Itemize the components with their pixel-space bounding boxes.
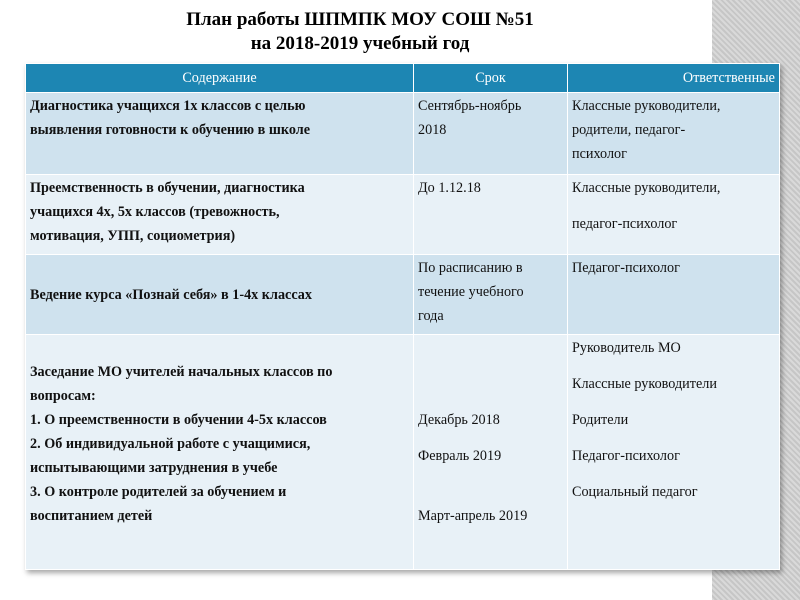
cell-line: течение учебного <box>418 284 524 300</box>
cell-responsible <box>568 335 780 570</box>
cell-line: Классные руководители, <box>572 180 721 196</box>
cell-term <box>414 335 568 570</box>
plan-table <box>25 63 780 570</box>
cell-line: Декабрь 2018 <box>418 412 500 428</box>
table-row <box>26 93 780 175</box>
title-line-1: План работы ШПМПК МОУ СОШ №51 <box>186 9 534 30</box>
cell-responsible <box>568 175 780 255</box>
cell-line: Педагог-психолог <box>572 260 680 276</box>
cell-line: воспитанием детей <box>30 508 153 524</box>
cell-line: психолог <box>572 146 627 162</box>
cell-line: Педагог-психолог <box>572 448 680 464</box>
cell-responsible <box>568 255 780 335</box>
cell-line: Диагностика учащихся 1х классов с целью <box>30 98 306 114</box>
column-header-content: Содержание <box>26 64 414 93</box>
cell-line: 1. О преемственности в обучении 4-5х классов <box>30 412 327 428</box>
cell-term <box>414 255 568 335</box>
cell-line: До 1.12.18 <box>418 180 481 196</box>
cell-content <box>26 93 414 175</box>
cell-responsible <box>568 93 780 175</box>
cell-line: Классные руководители, <box>572 98 721 114</box>
cell-line: Социальный педагог <box>572 484 698 500</box>
title-line-2: на 2018-2019 учебный год <box>250 33 470 54</box>
table-row <box>26 335 780 570</box>
column-header-term: Срок <box>414 64 568 93</box>
cell-content <box>26 335 414 570</box>
cell-line: По расписанию в <box>418 260 523 276</box>
cell-line: 2018 <box>418 122 447 138</box>
cell-line: года <box>418 308 444 324</box>
cell-line: Преемственность в обучении, диагностика <box>30 180 305 196</box>
cell-line: мотивация, УПП, социометрия) <box>30 228 236 244</box>
cell-line: Ведение курса «Познай себя» в 1-4х классах <box>30 286 312 303</box>
cell-term <box>414 175 568 255</box>
cell-content <box>26 255 414 335</box>
cell-line: 2. Об индивидуальной работе с учащимися, <box>30 436 311 452</box>
cell-line: Руководитель МО <box>572 340 681 356</box>
cell-line: выявления готовности к обучению в школе <box>30 122 310 138</box>
cell-line: Родители <box>572 412 629 428</box>
cell-line: Февраль 2019 <box>418 448 502 464</box>
cell-line: Заседание МО учителей начальных классов по <box>30 364 333 380</box>
cell-content <box>26 175 414 255</box>
cell-line: Март-апрель 2019 <box>418 508 528 524</box>
cell-line: испытывающими затруднения в учебе <box>30 460 278 476</box>
cell-line: родители, педагог- <box>572 122 686 138</box>
cell-line: вопросам: <box>30 388 96 404</box>
cell-term <box>414 93 568 175</box>
cell-line: 3. О контроле родителей за обучением и <box>30 484 287 500</box>
cell-line: педагог-психолог <box>572 216 678 232</box>
table-header-row <box>26 64 780 93</box>
table-row <box>26 175 780 255</box>
cell-line: Классные руководители <box>572 376 717 392</box>
table-row <box>26 255 780 335</box>
cell-line: учащихся 4х, 5х классов (тревожность, <box>30 204 280 220</box>
column-header-responsible: Ответственные <box>568 64 780 93</box>
page-title <box>0 8 720 56</box>
cell-line: Сентябрь-ноябрь <box>418 98 522 114</box>
